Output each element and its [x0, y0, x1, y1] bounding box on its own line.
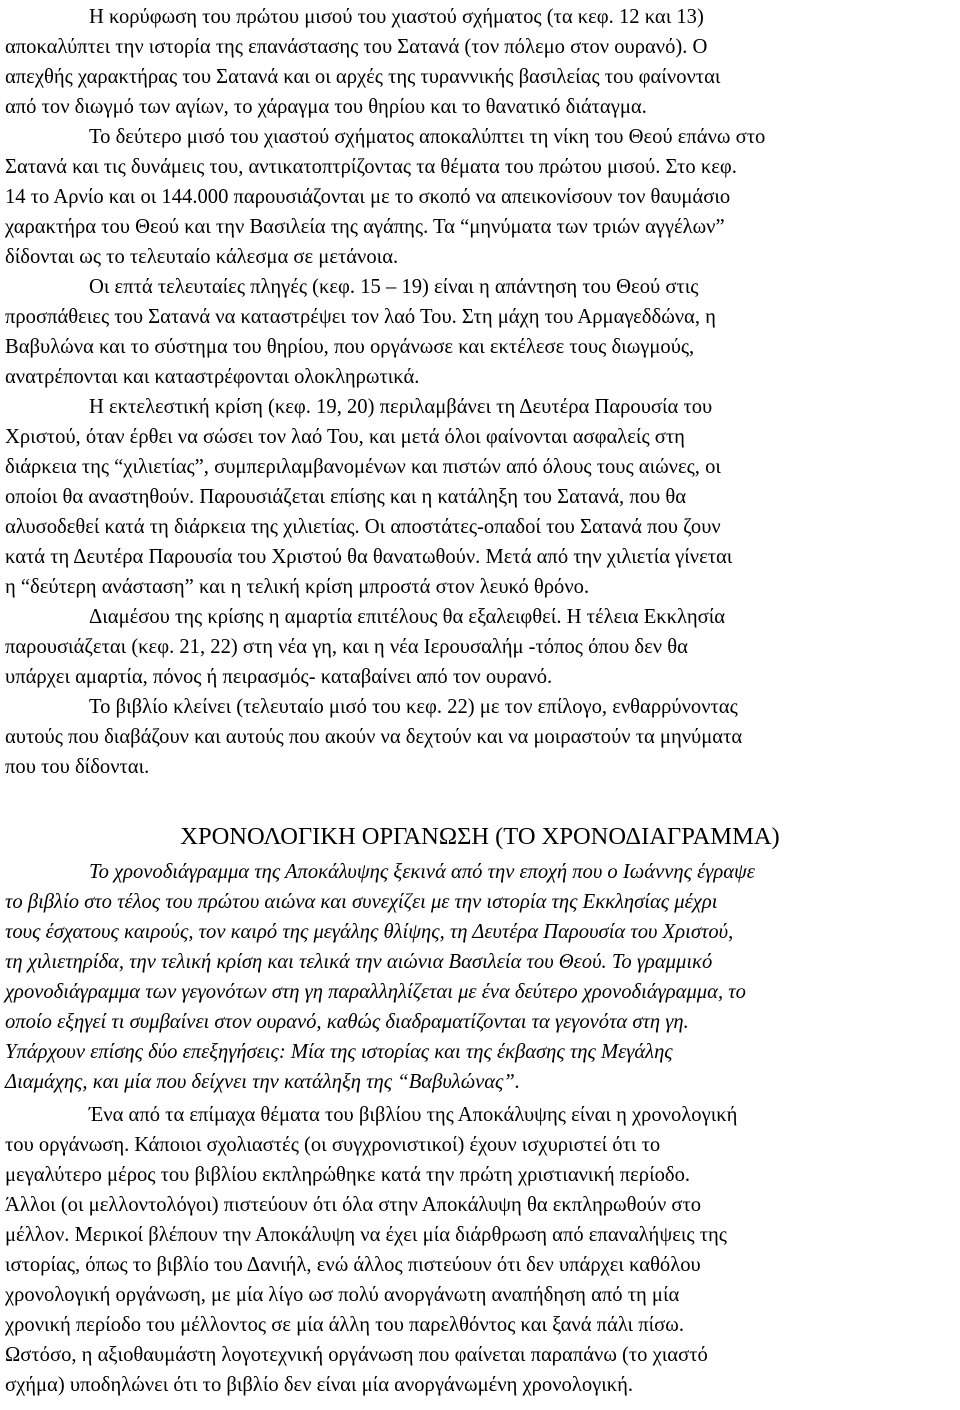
text-line: Βαβυλώνα και το σύστημα του θηρίου, που οργάνωσε και εκτέλεσε τους διωγμούς, [5, 336, 695, 358]
italic-text-line: τη χιλιετηρίδα, την τελική κρίση και τελικά την αιώνια Βασιλεία του Θεού. Το γραμμικό [5, 951, 713, 973]
text-line: διάρκεια της “χιλιετίας”, συμπεριλαμβανομένων και πιστών από όλους τους αιώνες, οι [5, 456, 721, 478]
text-line: αυτούς που διαβάζουν και αυτούς που ακούν να δεχτούν και να μοιραστούν τα μηνύματα [5, 726, 743, 748]
text-line: προσπάθειες του Σατανά να καταστρέψει τον λαό Του. Στη μάχη του Αρμαγεδδώνα, η [5, 306, 716, 328]
text-line: Διαμέσου της κρίσης η αμαρτία επιτέλους θα εξαλειφθεί. Η τέλεια Εκκλησία [89, 606, 726, 628]
text-line: η “δεύτερη ανάσταση” και η τελική κρίση μπροστά στον λευκό θρόνο. [5, 576, 590, 598]
text-line: Ωστόσο, η αξιοθαυμάστη λογοτεχνική οργάνωση που φαίνεται παραπάνω (το χιαστό [5, 1344, 708, 1366]
text-line: Το βιβλίο κλείνει (τελευταίο μισό του κεφ. 22) με τον επίλογο, ενθαρρύνοντας [89, 696, 738, 718]
text-line: του οργάνωση. Κάποιοι σχολιαστές (οι συγχρονιστικοί) έχουν ισχυριστεί ότι το [5, 1134, 661, 1156]
italic-text-line: Διαμάχης, και μία που δείχνει την κατάληξη της “Βαβυλώνας”. [5, 1071, 520, 1093]
text-line: αποκαλύπτει την ιστορία της επανάστασης του Σατανά (τον πόλεμο στον ουρανό). Ο [5, 36, 708, 58]
text-line: ανατρέπονται και καταστρέφονται ολοκληρωτικά. [5, 366, 420, 388]
text-line: Σατανά και τις δυνάμεις του, αντικατοπτρίζοντας τα θέματα του πρώτου μισού. Στο κεφ. [5, 156, 737, 178]
text-line: 14 το Αρνίο και οι 144.000 παρουσιάζονται με το σκοπό να απεικονίσουν τον θαυμάσιο [5, 186, 731, 208]
text-line: οποίοι θα αναστηθούν. Παρουσιάζεται επίσης και η κατάληξη του Σατανά, που θα [5, 486, 687, 508]
italic-text-line: οποίο εξηγεί τι συμβαίνει στον ουρανό, καθώς διαδραματίζονται τα γεγονότα στη γη. [5, 1011, 689, 1033]
text-line: δίδονται ως το τελευταίο κάλεσμα σε μετάνοια. [5, 246, 399, 268]
text-line: Η κορύφωση του πρώτου μισού του χιαστού σχήματος (τα κεφ. 12 και 13) [89, 6, 704, 28]
text-line: Χριστού, όταν έρθει να σώσει τον λαό Του, και μετά όλοι φαίνονται ασφαλείς στη [5, 426, 685, 448]
text-line: χρονολογική οργάνωση, με μία λίγο ωσ πολύ ανοργάνωτη αναπήδηση από τη μία [5, 1284, 680, 1306]
text-line: Οι επτά τελευταίες πληγές (κεφ. 15 – 19) είναι η απάντηση του Θεού στις [89, 276, 699, 298]
section-heading: ΧΡΟΝΟΛΟΓΙΚΗ ΟΡΓΑΝΩΣΗ (ΤΟ ΧΡΟΝΟΔΙΑΓΡΑΜΜΑ) [180, 823, 780, 850]
text-line: χρονική περίοδο του μέλλοντος σε μία άλλη του παρελθόντος και ξανά πάλι πίσω. [5, 1314, 684, 1336]
text-line: Άλλοι (οι μελλοντολόγοι) πιστεύουν ότι όλα στην Αποκάλυψη θα εκπληρωθούν στο [5, 1194, 702, 1216]
text-line: μεγαλύτερο μέρος του βιβλίου εκπληρώθηκε κατά την πρώτη χριστιανική περίοδο. [5, 1164, 691, 1186]
text-line: απεχθής χαρακτήρας του Σατανά και οι αρχές της τυραννικής βασιλείας του φαίνονται [5, 66, 721, 88]
text-line: κατά τη Δευτέρα Παρουσία του Χριστού θα θανατωθούν. Μετά από την χιλιετία γίνεται [5, 546, 733, 568]
text-line: ιστορίας, όπως το βιβλίο του Δανιήλ, ενώ άλλος πιστεύουν ότι δεν υπάρχει καθόλου [5, 1254, 701, 1276]
italic-text-line: Το χρονοδιάγραμμα της Αποκάλυψης ξεκινά από την εποχή που ο Ιωάννης έγραψε [89, 861, 755, 883]
italic-text-line: Υπάρχουν επίσης δύο επεξηγήσεις: Μία της ιστορίας και της έκβασης της Μεγάλης [5, 1041, 673, 1063]
text-line: Το δεύτερο μισό του χιαστού σχήματος αποκαλύπτει τη νίκη του Θεού επάνω στο [89, 126, 766, 148]
text-line: Ένα από τα επίμαχα θέματα του βιβλίου της Αποκάλυψης είναι η χρονολογική [89, 1104, 738, 1126]
text-line: παρουσιάζεται (κεφ. 21, 22) στη νέα γη, και η νέα Ιερουσαλήμ -τόπος όπου δεν θα [5, 636, 688, 658]
text-line: από τον διωγμό των αγίων, το χάραγμα του θηρίου και το θανατικό διάταγμα. [5, 96, 647, 118]
text-line: που του δίδονται. [5, 756, 150, 778]
text-line: αλυσοδεθεί κατά τη διάρκεια της χιλιετίας. Οι αποστάτες-οπαδοί του Σατανά που ζουν [5, 516, 721, 538]
text-line: σχήμα) υποδηλώνει ότι το βιβλίο δεν είναι μία ανοργάνωμένη χρονολογική. [5, 1374, 634, 1396]
text-line: Η εκτελεστική κρίση (κεφ. 19, 20) περιλαμβάνει τη Δευτέρα Παρουσία του [89, 396, 713, 418]
text-line: μέλλον. Μερικοί βλέπουν την Αποκάλυψη να έχει μία διάρθρωση από επαναλήψεις της [5, 1224, 727, 1246]
italic-text-line: το βιβλίο στο τέλος του πρώτου αιώνα και συνεχίζει με την ιστορία της Εκκλησίας μέχρι [5, 891, 718, 913]
text-line: χαρακτήρα του Θεού και την Βασιλεία της αγάπης. Τα “μηνύματα των τριών αγγέλων” [5, 216, 725, 238]
italic-text-line: τους έσχατους καιρούς, τον καιρό της μεγάλης θλίψης, τη Δευτέρα Παρουσία του Χριστού, [5, 921, 734, 943]
text-line: υπάρχει αμαρτία, πόνος ή πειρασμός- καταβαίνει από τον ουρανό. [5, 666, 553, 688]
italic-text-line: χρονοδιάγραμμα των γεγονότων στη γη παραλληλίζεται με ένα δεύτερο χρονοδιάγραμμα, το [5, 981, 746, 1003]
